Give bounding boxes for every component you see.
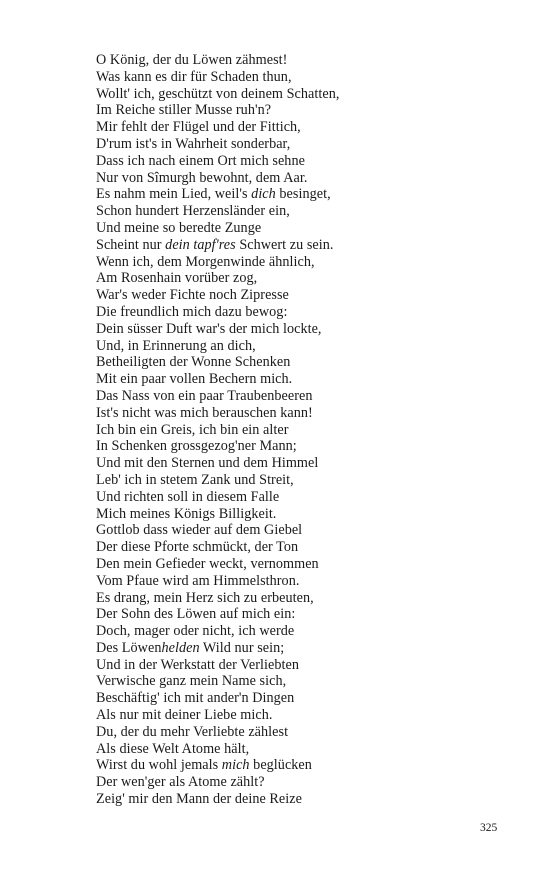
line-text: Am Rosenhain vorüber zog,	[96, 270, 258, 287]
poem-line	[96, 707, 339, 724]
poem-line	[96, 623, 339, 640]
poem-line	[96, 186, 339, 203]
line-text: War's weder Fichte noch Zipresse	[96, 287, 289, 304]
line-text: Betheiligten der Wonne Schenken	[96, 354, 291, 371]
line-text: In Schenken grossgezog'ner Mann;	[96, 438, 297, 455]
poem-line	[96, 270, 339, 287]
poem-line	[96, 52, 339, 69]
line-text: Es drang, mein Herz sich zu erbeuten,	[96, 589, 314, 606]
line-text: Wild nur sein;	[199, 639, 285, 656]
poem-line	[96, 741, 339, 758]
poem-line	[96, 287, 339, 304]
poem-line	[96, 724, 339, 741]
poem-line	[96, 455, 339, 472]
emphasized-text: dich	[251, 186, 276, 203]
line-text: Wollt' ich, geschützt von deinem Schatten,	[96, 85, 340, 102]
poem-line	[96, 573, 339, 590]
poem-line	[96, 405, 339, 422]
line-text: Beschäftig' ich mit ander'n Dingen	[96, 690, 295, 707]
emphasized-text: mich	[221, 757, 250, 774]
line-text: Der wen'ger als Atome zählt?	[96, 774, 265, 791]
line-text: Verwische ganz mein Name sich,	[96, 673, 287, 690]
line-text: Du, der du mehr Verliebte zählest	[96, 723, 289, 740]
line-text: Die freundlich mich dazu bewog:	[96, 303, 288, 320]
line-text: D'rum ist's in Wahrheit sonderbar,	[96, 135, 291, 152]
line-text: Als nur mit deiner Liebe mich.	[96, 707, 273, 724]
line-text: Leb' ich in stetem Zank und Streit,	[96, 471, 294, 488]
poem-line	[96, 304, 339, 321]
line-text: Zeig' mir den Mann der deine Reize	[96, 791, 302, 808]
line-text: Und in der Werkstatt der Verliebten	[96, 656, 299, 673]
emphasized-text: dein tapf'res	[165, 236, 236, 253]
poem-line	[96, 203, 339, 220]
poem-line	[96, 254, 339, 271]
line-text: Ich bin ein Greis, ich bin ein alter	[96, 421, 289, 438]
line-text: Es nahm mein Lied, weil's	[96, 186, 252, 203]
poem-line	[96, 119, 339, 136]
poem-line	[96, 237, 339, 254]
poem-line	[96, 556, 339, 573]
poem-line	[96, 102, 339, 119]
line-text: Was kann es dir für Schaden thun,	[96, 68, 292, 85]
line-text: Mit ein paar vollen Bechern mich.	[96, 371, 293, 388]
line-text: Das Nass von ein paar Traubenbeeren	[96, 387, 313, 404]
poem-line	[96, 371, 339, 388]
line-text: Nur von Sîmurgh bewohnt, dem Aar.	[96, 169, 308, 186]
poem-line	[96, 220, 339, 237]
line-text: Und mit den Sternen und dem Himmel	[96, 455, 319, 472]
poem-line	[96, 422, 339, 439]
line-text: Den mein Gefieder weckt, vernommen	[96, 555, 319, 572]
line-text: Schon hundert Herzensländer ein,	[96, 203, 290, 220]
line-text: Mich meines Königs Billigkeit.	[96, 505, 277, 522]
poem-line	[96, 657, 339, 674]
poem-line	[96, 438, 339, 455]
line-text: Der diese Pforte schmückt, der Ton	[96, 539, 299, 556]
line-text: besinget,	[275, 186, 331, 203]
poem-line	[96, 673, 339, 690]
poem-line	[96, 522, 339, 539]
line-text: Der Sohn des Löwen auf mich ein:	[96, 606, 296, 623]
line-text: Schwert zu sein.	[235, 236, 334, 253]
poem-line	[96, 354, 339, 371]
poem-line	[96, 506, 339, 523]
poem-line	[96, 136, 339, 153]
poem-line	[96, 774, 339, 791]
poem-line	[96, 590, 339, 607]
emphasized-text: helden	[161, 639, 200, 656]
line-text: Wenn ich, dem Morgenwinde ähnlich,	[96, 253, 315, 270]
poem-line	[96, 321, 339, 338]
poem-line	[96, 489, 339, 506]
poem-line	[96, 606, 339, 623]
poem-line	[96, 640, 339, 657]
line-text: Scheint nur	[96, 236, 166, 253]
page-number: 325	[480, 822, 498, 834]
line-text: O König, der du Löwen zähmest!	[96, 52, 288, 68]
poem-line	[96, 69, 339, 86]
poem-line	[96, 86, 339, 103]
line-text: Des Löwen	[96, 639, 162, 656]
line-text: Im Reiche stiller Musse ruh'n?	[96, 102, 272, 119]
poem-line	[96, 791, 339, 808]
line-text: Gottlob dass wieder auf dem Giebel	[96, 522, 303, 539]
poem-line	[96, 338, 339, 355]
poem-line	[96, 757, 339, 774]
poem-line	[96, 690, 339, 707]
line-text: Und richten soll in diesem Falle	[96, 488, 280, 505]
line-text: Wirst du wohl jemals	[96, 757, 222, 774]
line-text: Und, in Erinnerung an dich,	[96, 337, 256, 354]
poem-line	[96, 170, 339, 187]
line-text: Dein süsser Duft war's der mich lockte,	[96, 320, 322, 337]
poem-line	[96, 388, 339, 405]
line-text: Als diese Welt Atome hält,	[96, 740, 250, 757]
line-text: beglücken	[249, 757, 312, 774]
line-text: Dass ich nach einem Ort mich sehne	[96, 152, 305, 169]
poem-line	[96, 153, 339, 170]
poem-line	[96, 472, 339, 489]
line-text: Doch, mager oder nicht, ich werde	[96, 623, 295, 640]
poem-text	[96, 52, 339, 808]
line-text: Vom Pfaue wird am Himmelsthron.	[96, 572, 300, 589]
poem-line	[96, 539, 339, 556]
line-text: Und meine so beredte Zunge	[96, 219, 262, 236]
line-text: Mir fehlt der Flügel und der Fittich,	[96, 119, 301, 136]
line-text: Ist's nicht was mich berauschen kann!	[96, 404, 313, 421]
